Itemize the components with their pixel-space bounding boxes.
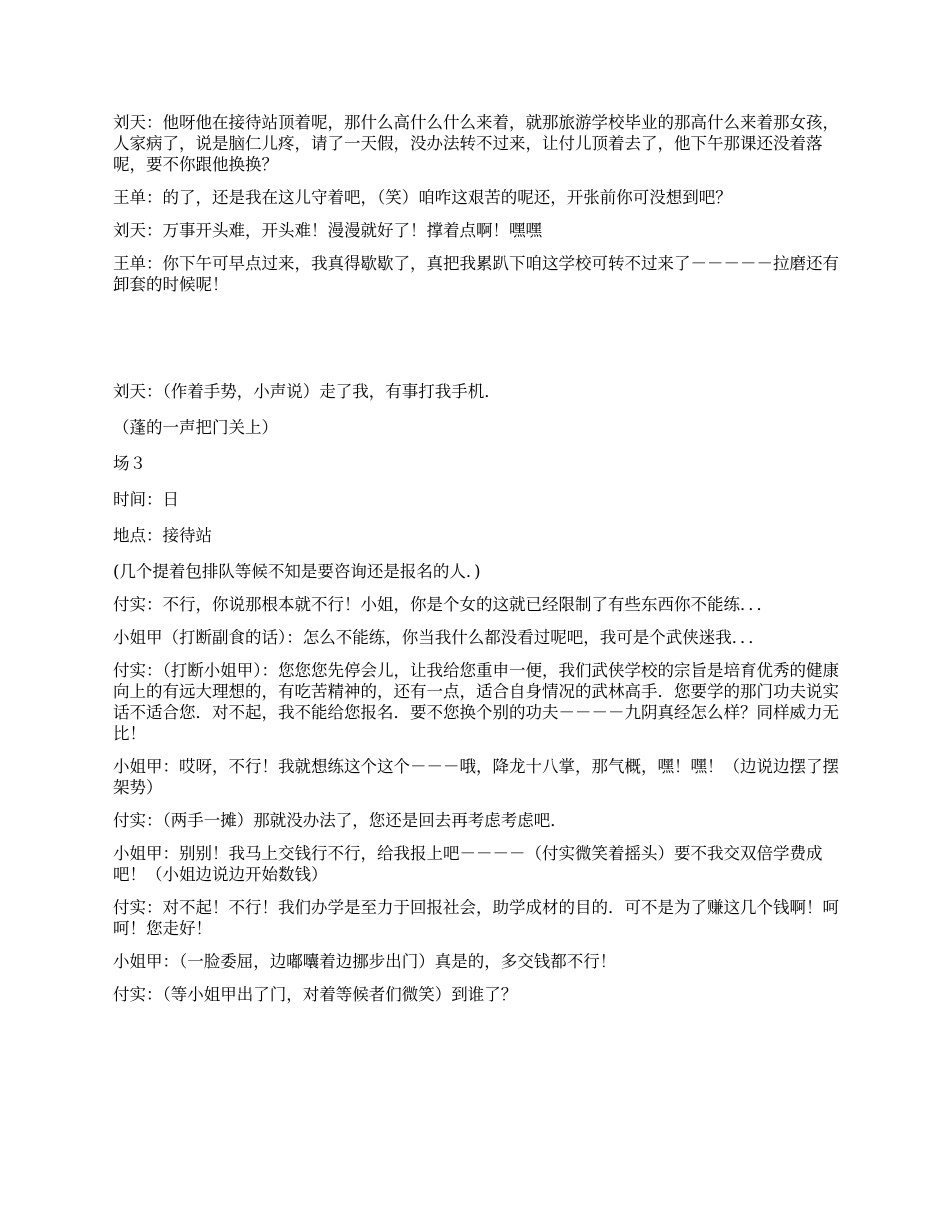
blank-gap <box>113 307 843 381</box>
dialogue-paragraph: 刘天：（作着手势，小声说）走了我，有事打我手机． <box>113 382 501 401</box>
dialogue-paragraph: 小姐甲：（一脸委屈，边嘟囔着边挪步出门）真是的，多交钱都不行！ <box>113 952 617 971</box>
dialogue-paragraph: 付实：不行，你说那根本就不行！小姐，你是个女的这就已经限制了有些东西你不能练．．． <box>113 595 773 614</box>
dialogue-paragraph: 付实：（打断小姐甲）：您您您先停会儿，让我给您重申一便，我们武侠学校的宗旨是培育优秀的健康向上的有远大理想的，有吃苦精神的，还有一点，适合自身情况的武林高手．您要学的那门功夫说实话不适合您．对不起，我不能给您报名．要不您换个别的功夫－－－－九阴真经怎么样？同样威力无比！ <box>113 661 839 743</box>
document-page <box>113 112 843 1017</box>
dialogue-paragraph: 小姐甲：别别！我马上交钱行不行，给我报上吧－－－－（付实微笑着摇头）要不我交双倍学费成吧！（小姐边说边开始数钱） <box>113 844 823 884</box>
dialogue-paragraph: 付实：（两手一摊）那就没办法了，您还是回去再考虑考虑吧． <box>113 811 567 830</box>
dialogue-paragraph: 刘天：万事开头难，开头难！漫漫就好了！撑着点啊！嘿嘿 <box>113 221 542 240</box>
scene-heading: 场３ <box>113 454 146 473</box>
dialogue-paragraph: 王单：你下午可早点过来，我真得歇歇了，真把我累趴下咱这学校可转不过来了－－－－－拉磨还有卸套的时候呢！ <box>113 254 839 294</box>
scene-time: 时间：日 <box>113 490 179 509</box>
dialogue-paragraph: 小姐甲（打断副食的话）：怎么不能练，你当我什么都没看过呢吧，我可是个武侠迷我．．． <box>113 628 765 647</box>
scene-location: 地点：接待站 <box>113 526 212 545</box>
stage-direction: (几个提着包排队等候不知是要咨询还是报名的人．) <box>113 562 481 581</box>
dialogue-paragraph: 刘天：他呀他在接待站顶着呢，那什么高什么什么来着，就那旅游学校毕业的那高什么来着那女孩，人家病了，说是脑仁儿疼，请了一天假，没办法转不过来，让付儿顶着去了，他下午那课还没着落呢，要不你跟他换换？ <box>113 113 839 174</box>
stage-direction: （蓬的一声把门关上） <box>113 418 278 437</box>
dialogue-paragraph: 小姐甲：哎呀，不行！我就想练这个这个－－－哦，降龙十八掌，那气概，嘿！嘿！（边说边摆了摆架势） <box>113 757 839 797</box>
dialogue-paragraph: 付实：对不起！不行！我们办学是至力于回报社会，助学成材的目的．可不是为了赚这几个钱啊！呵呵！您走好！ <box>113 898 839 938</box>
dialogue-paragraph: 付实：（等小姐甲出了门，对着等候者们微笑）到谁了？ <box>113 985 518 1004</box>
dialogue-paragraph: 王单：的了，还是我在这儿守着吧，（笑）咱咋这艰苦的呢还，开张前你可没想到吧？ <box>113 188 732 207</box>
